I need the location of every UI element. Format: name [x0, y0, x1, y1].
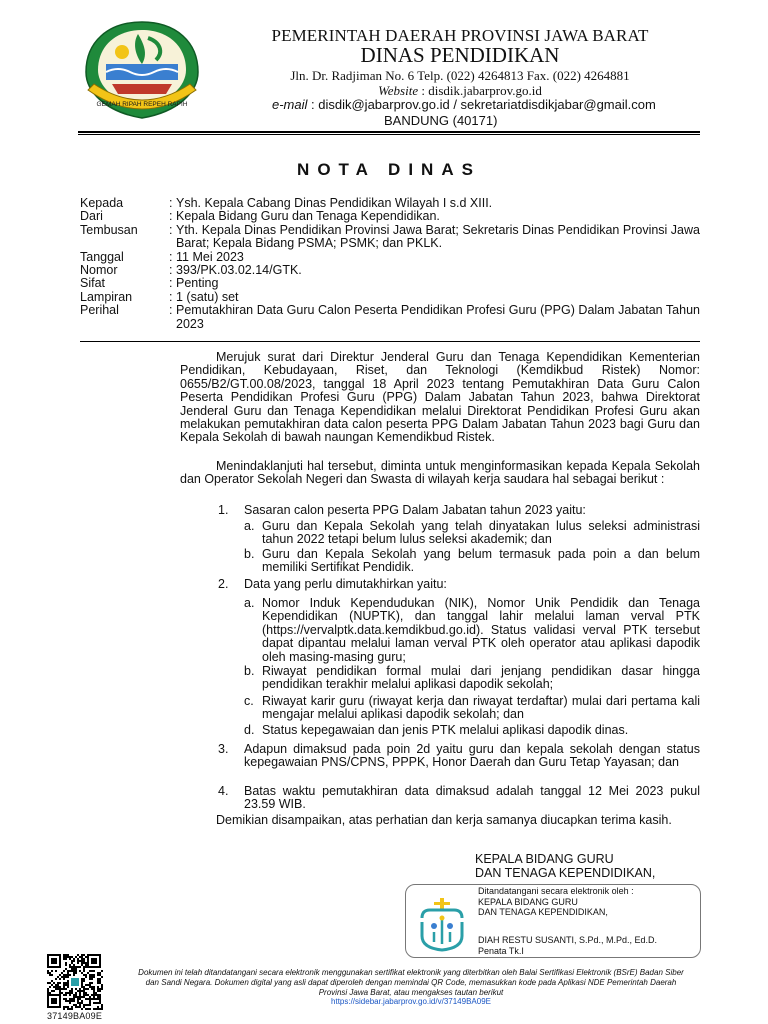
- field-label: Lampiran: [80, 289, 133, 304]
- header-field-perihal: Perihal : Pemutakhiran Data Guru Calon Peserta Pendidikan Profesi Guru (PPG) Dalam Jabatan Tahun 2023: [80, 303, 700, 331]
- list-text: Data yang perlu dimutakhirkan yaitu:: [244, 577, 447, 591]
- signatory-rank: Penata Tk.I: [478, 945, 524, 956]
- list-text: Sasaran calon peserta PPG Dalam Jabatan tahun 2023 yaitu:: [244, 503, 586, 517]
- government-name: PEMERINTAH DAERAH PROVINSI JAWA BARAT: [271, 26, 649, 45]
- signatory-title-line1: KEPALA BIDANG GURU: [475, 852, 614, 866]
- list-subitem-2a: [244, 597, 700, 664]
- list-item-4: [218, 785, 700, 812]
- field-value: 1 (satu) set: [176, 289, 239, 304]
- list-item-1: [218, 504, 700, 517]
- list-text: Riwayat karir guru (riwayat kerja dan riwayat terdaftar) mulai dari pertama kali mengajar melalui aplikasi dapodik sekolah; dan: [262, 694, 700, 722]
- list-text: Adapun dimaksud pada poin 2d yaitu guru dan kepala sekolah dengan status kepegawaian PNS/CPNS, PPPK, Honor Daerah dan Guru Tetap Yayasan; dan: [244, 742, 700, 770]
- field-value: Kepala Bidang Guru dan Tenaga Kependidikan.: [176, 209, 440, 224]
- field-label: Perihal: [80, 303, 119, 318]
- paragraph-text: Menindaklanjuti hal tersebut, diminta untuk menginformasikan kepada Kepala Sekolah dan Operator Sekolah Negeri dan Swasta di wilayah kerja saudara hal sebagai berikut :: [180, 459, 700, 487]
- list-number: 1.: [218, 503, 229, 517]
- email-label: e-mail: [272, 97, 308, 112]
- qr-code-text: 37149BA09E: [47, 1011, 103, 1021]
- verification-link[interactable]: https://sidebar.jabarprov.go.id/v/37149BA09E: [331, 997, 491, 1006]
- list-letter: d.: [244, 723, 255, 737]
- list-letter: a.: [244, 596, 255, 610]
- field-label: Dari: [80, 209, 103, 224]
- email-line: [272, 97, 656, 112]
- list-subitem-2b: [244, 665, 700, 692]
- list-text: Batas waktu pemutakhiran data dimaksud adalah tanggal 12 Mei 2023 pukul 23.59 WIB.: [244, 784, 700, 812]
- list-number: 4.: [218, 784, 229, 798]
- field-value: Pemutakhiran Data Guru Calon Peserta Pendidikan Profesi Guru (PPG) Dalam Jabatan Tahun 2023: [176, 303, 700, 331]
- body-paragraph-1: [180, 351, 700, 445]
- email-addresses[interactable]: : disdik@jabarprov.go.id / sekretariatdisdikjabar@gmail.com: [307, 97, 656, 112]
- field-label: Kepada: [80, 196, 124, 210]
- field-value: Penting: [176, 276, 219, 291]
- list-text: Riwayat pendidikan formal mulai dari jenjang pendidikan dasar hingga pendidikan terakhir melalui aplikasi dapodik sekolah;: [262, 664, 700, 692]
- header-divider: [80, 341, 700, 342]
- address-line: Jln. Dr. Radjiman No. 6 Telp. (022) 4264813 Fax. (022) 4264881: [290, 68, 630, 83]
- header-field-tembusan: Tembusan : Yth. Kepala Dinas Pendidikan Provinsi Jawa Barat; Sekretaris Dinas Pendidikan Provinsi Jawa Barat; Kepala Bidang PSMA; PSMK; dan PKLK.: [80, 222, 700, 251]
- signed-by-label: Ditandatangani secara elektronik oleh :: [478, 886, 634, 896]
- header-field-kepada: Kepada : Ysh. Kepala Cabang Dinas Pendidikan Wilayah I s.d XIII.: [80, 197, 700, 210]
- list-subitem-1a: [244, 520, 700, 547]
- field-label: Nomor: [80, 263, 118, 278]
- list-number: 3.: [218, 742, 229, 756]
- letterhead-divider-thick: [78, 131, 700, 133]
- list-letter: c.: [244, 694, 254, 708]
- list-letter: a.: [244, 519, 255, 533]
- closing-paragraph: [180, 814, 700, 827]
- paragraph-text: Merujuk surat dari Direktur Jenderal Guru dan Tenaga Kependidikan Kementerian Pendidikan, Kebudayaan, Riset, dan Teknologi (Kemdikbud Ristek) Nomor: 0655/B2/GT.00.08/2023, tanggal 18 April 2023 tentang Pemutakhiran Data Guru Calon Peserta Pendidikan Profesi Guru (PPG) Dalam Jabatan Tahun 2023, bahwa Direktorat Jenderal Guru dan Tenaga Kependidikan melalui Direktorat Pendidikan Profesi Guru akan melakukan pemutakhiran data calon peserta PPG Dalam Jabatan Tahun 2023 bagi Guru dan Kepala Sekolah di bawah naungan Kemendikbud Ristek.: [180, 350, 700, 445]
- field-label: Tanggal: [80, 249, 124, 264]
- list-text: Guru dan Kepala Sekolah yang telah dinyatakan lulus seleksi administrasi tahun 2022 tetapi belum lulus seleksi akademik; dan: [262, 519, 700, 547]
- signature-box-header: [478, 886, 634, 918]
- website-url[interactable]: : disdik.jabarprov.go.id: [418, 83, 542, 98]
- signature-box-title-line1: KEPALA BIDANG GURU: [478, 896, 578, 907]
- field-label: Sifat: [80, 276, 106, 291]
- west-java-emblem-logo: [78, 20, 206, 120]
- city-line: BANDUNG (40171): [384, 113, 498, 128]
- list-item-3: [218, 743, 700, 770]
- document-title: NOTA DINAS: [297, 160, 481, 179]
- letterhead-divider-thin: [78, 134, 700, 135]
- header-field-tanggal: Tanggal : 11 Mei 2023: [80, 251, 700, 264]
- field-value: 11 Mei 2023: [176, 249, 244, 264]
- body-paragraph-2: [180, 460, 700, 487]
- field-value: Yth. Kepala Dinas Pendidikan Provinsi Jawa Barat; Sekretaris Dinas Pendidikan Provinsi Jawa Barat; Kepala Bidang PSMA; PSMK; dan PKLK.: [176, 222, 700, 251]
- paragraph-text: Demikian disampaikan, atas perhatian dan kerja samanya diucapkan terima kasih.: [216, 813, 672, 827]
- footer-notice: Dokumen ini telah ditandatangani secara elektronik menggunakan sertifikat elektronik yang diterbitkan oleh Balai Sertifikasi Elektronik (BSrE) Badan Siber dan Sandi Negara. Dokumen digital yang asli dapat diperoleh dengan memindai QR Code, memasukkan kode pada Aplikasi NDE Pemerintah Daerah Provinsi Jawa Barat, atau mengakses tautan berikut: [138, 968, 684, 997]
- qr-code-icon[interactable]: [47, 954, 103, 1010]
- field-value: Ysh. Kepala Cabang Dinas Pendidikan Wilayah I s.d XIII.: [176, 196, 493, 210]
- list-text: Nomor Induk Kependudukan (NIK), Nomor Unik Pendidik dan Tenaga Kependidikan (NUPTK), dan tanggal lahir melalui laman verval PTK (https://vervalptk.data.kemdikbud.go.id). Status validasi verval PTK tersebut dapat dipantau melalui laman verval PTK oleh operator atau aplikasi dapodik oleh masing-masing guru;: [262, 596, 700, 664]
- header-field-dari: Dari : Kepala Bidang Guru dan Tenaga Kependidikan.: [80, 210, 700, 223]
- agency-name: DINAS PENDIDIKAN: [360, 43, 560, 67]
- list-letter: b.: [244, 664, 255, 678]
- e-signature-seal-icon: [412, 896, 472, 954]
- list-item-2: [218, 578, 700, 591]
- signatory-title-line2: DAN TENAGA KEPENDIDIKAN,: [475, 866, 656, 880]
- signatory-details: [478, 935, 657, 956]
- header-field-nomor: Nomor : 393/PK.03.02.14/GTK.: [80, 264, 700, 277]
- header-field-lampiran: Lampiran : 1 (satu) set: [80, 291, 700, 304]
- list-subitem-2c: [244, 695, 700, 722]
- list-number: 2.: [218, 577, 229, 591]
- signatory-title: [475, 852, 655, 880]
- signatory-name: DIAH RESTU SUSANTI, S.Pd., M.Pd., Ed.D.: [478, 935, 658, 945]
- header-field-sifat: Sifat : Penting: [80, 277, 700, 290]
- list-subitem-2d: [244, 724, 700, 737]
- header-fields: [80, 197, 700, 331]
- logo-motto: GEMAH RIPAH REPEH RAPIH: [96, 101, 188, 108]
- list-subitem-1b: [244, 548, 700, 575]
- website-label: Website: [378, 83, 419, 98]
- list-text: Status kepegawaian dan jenis PTK melalui aplikasi dapodik dinas.: [262, 723, 629, 737]
- list-text: Guru dan Kepala Sekolah yang belum termasuk pada poin a dan belum memiliki Sertifikat Pendidik.: [262, 547, 700, 575]
- field-value: 393/PK.03.02.14/GTK.: [176, 263, 302, 278]
- field-label: Tembusan: [80, 222, 138, 237]
- signature-box-title-line2: DAN TENAGA KEPENDIDIKAN,: [478, 907, 608, 917]
- list-letter: b.: [244, 547, 255, 561]
